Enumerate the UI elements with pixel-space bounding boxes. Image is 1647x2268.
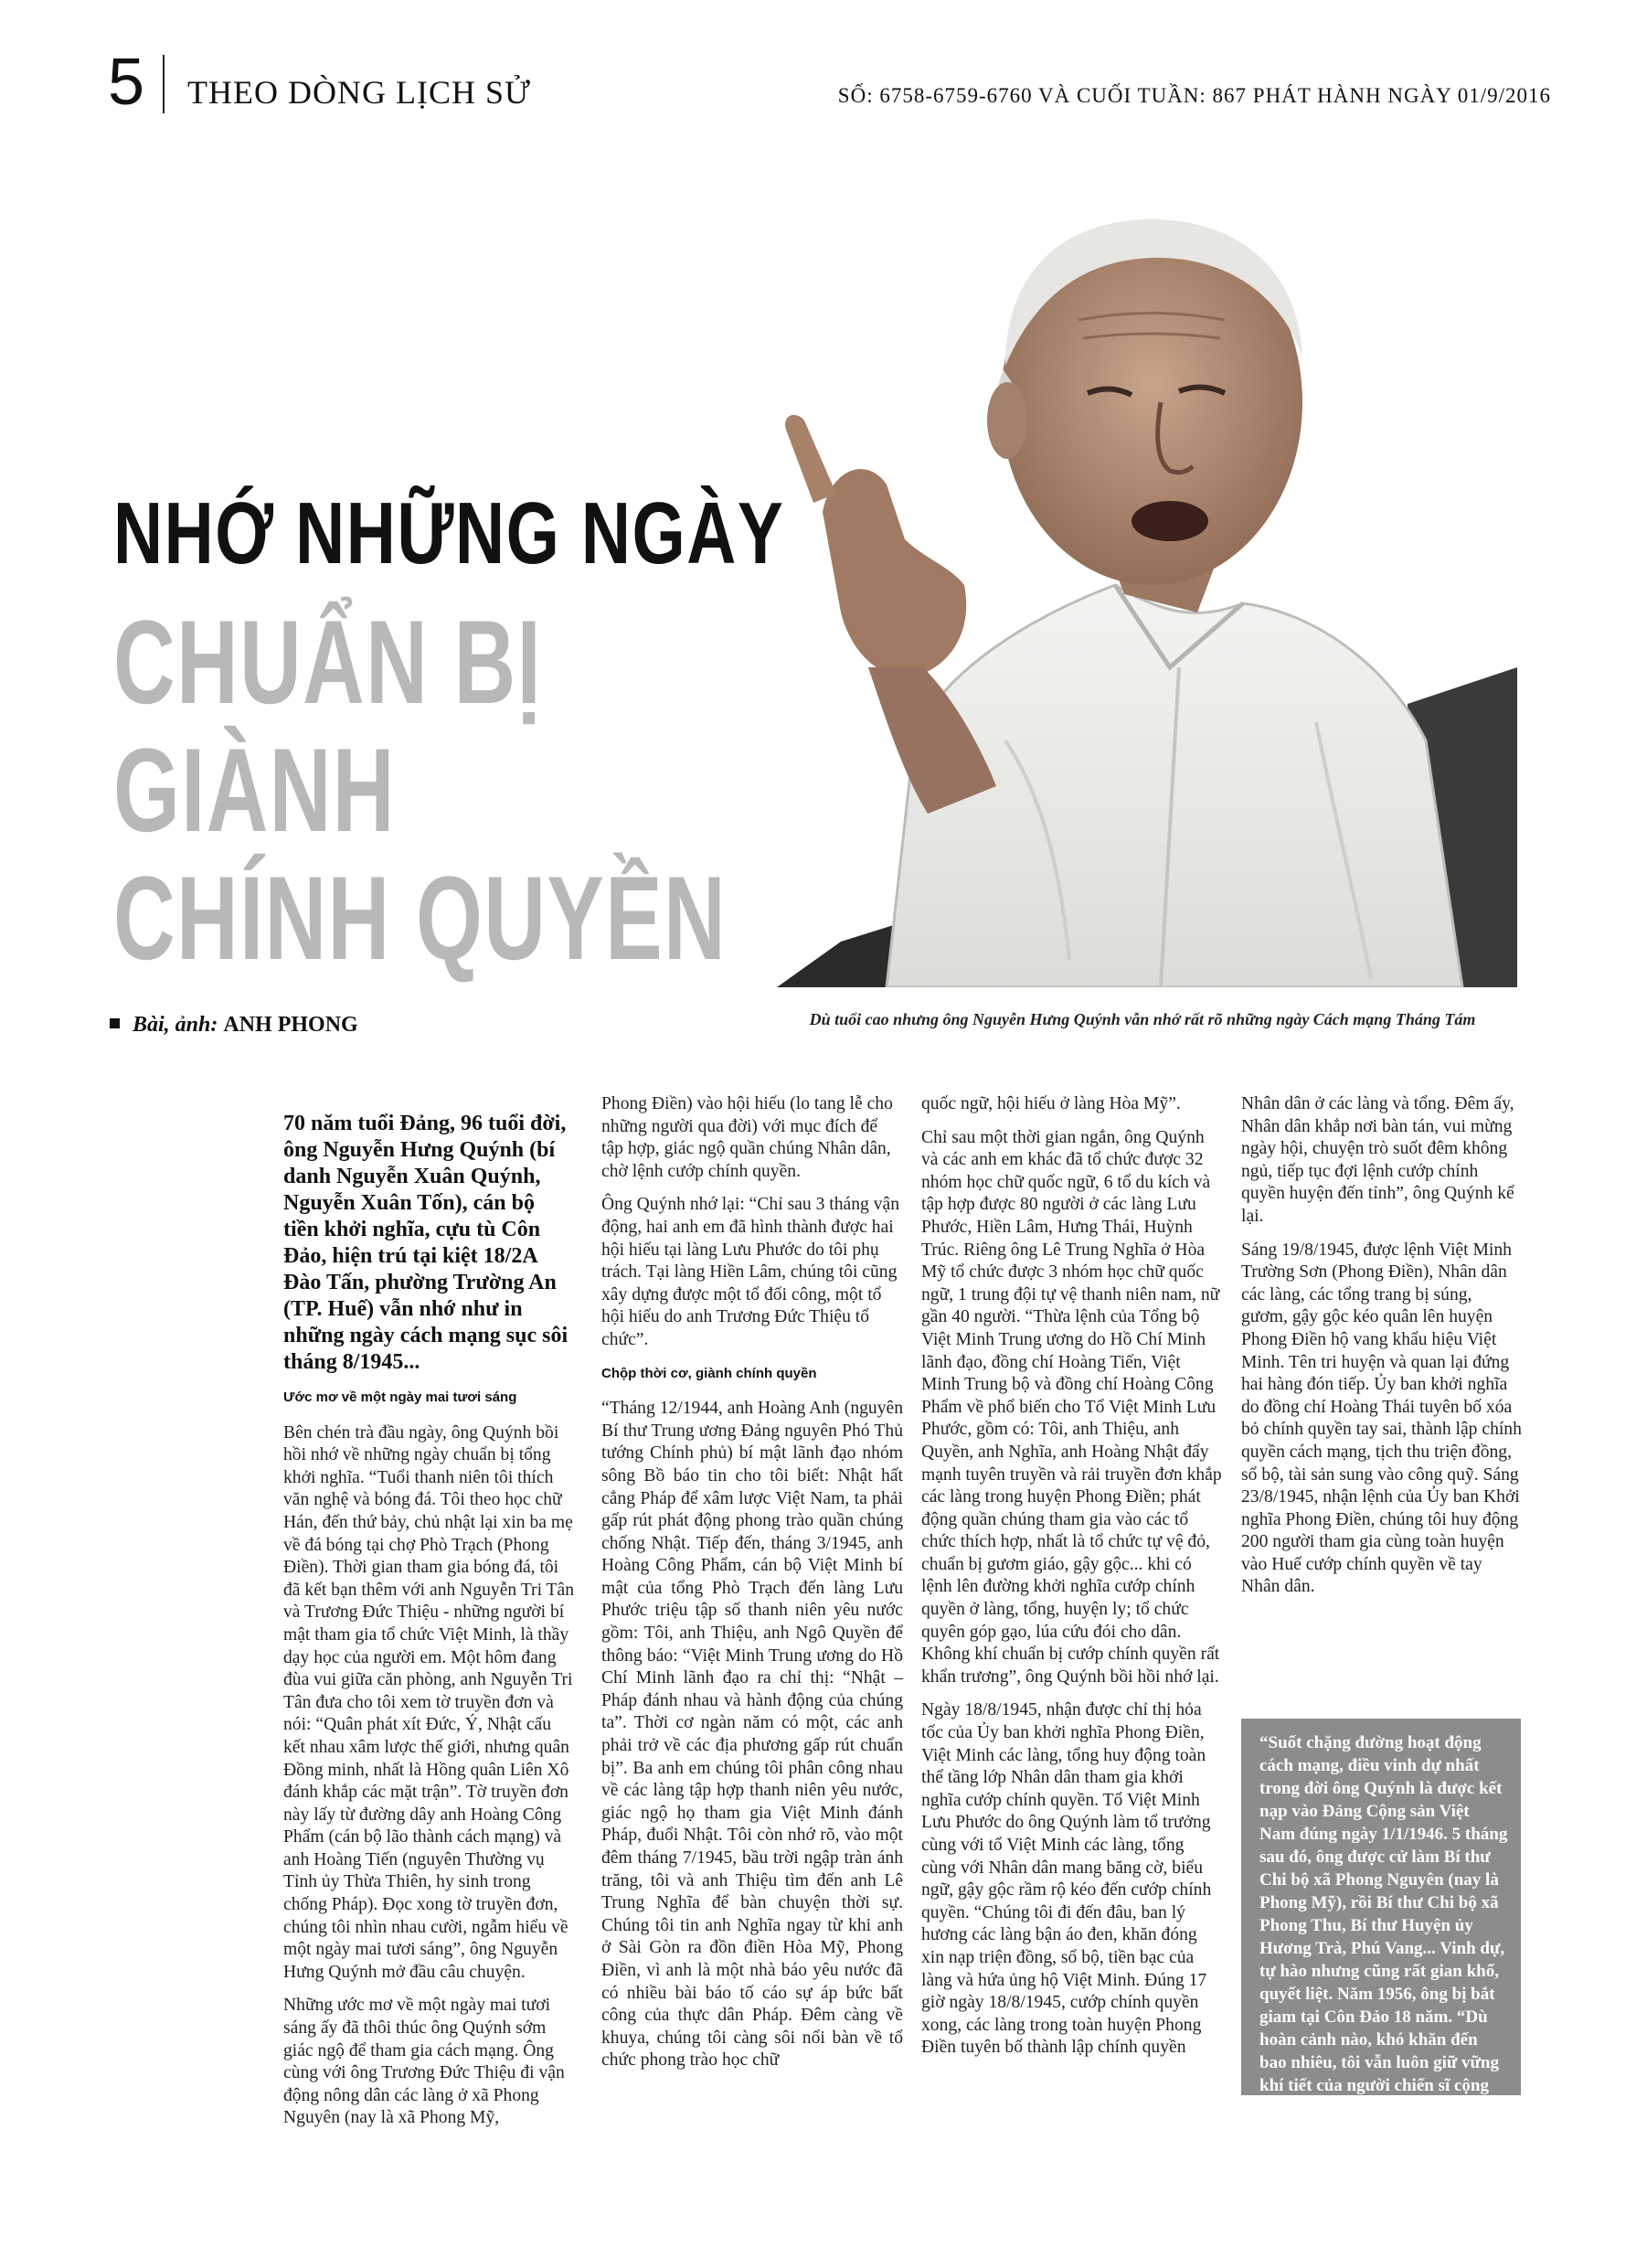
article-column-2 (601, 1093, 903, 2083)
headline-line-4: CHÍNH QUYỀN (113, 851, 728, 985)
paragraph: Phong Điền) vào hội hiếu (lo tang lễ cho những người qua đời) với mục đích để tập hợp, giác ngộ quần chúng Nhân dân, chờ lệnh cướp chính quyền. (601, 1094, 893, 1181)
section-title: THEO DÒNG LỊCH SỬ (187, 74, 531, 111)
byline-label: Bài, ảnh: (133, 1013, 218, 1037)
pull-quote-box (1241, 1719, 1521, 2141)
subhead-2: Chộp thời cơ, giành chính quyền (601, 1365, 817, 1381)
article-column-1 (283, 1111, 574, 2141)
header-divider (163, 55, 165, 113)
article-column-3 (921, 1093, 1223, 2071)
article-lead: 70 năm tuổi Đảng, 96 tuổi đời, ông Nguyễn Hưng Quýnh (bí danh Nguyễn Xuân Quýnh, Nguyễn Xuân Tốn), cán bộ tiền khởi nghĩa, cựu tù Côn Đảo, hiện trú tại kiệt 18/2A Đào Tấn, phường Trường An (TP. Huế) vẫn nhớ như in những ngày cách mạng sục sôi tháng 8/1945... (283, 1112, 568, 1374)
paragraph: Ngày 18/8/1945, nhận được chỉ thị hỏa tốc của Ủy ban khởi nghĩa Phong Điền, Việt Minh các làng, tổng huy động toàn thể tầng lớp Nhân dân tham gia khởi nghĩa cướp chính quyền. Tổ Việt Minh Lưu Phước do ông Quýnh làm tổ trưởng cùng với tổ Việt Minh các làng, tổng cùng với Nhân dân mang băng cờ, biểu ngữ, gậy gộc rầm rộ kéo đến cướp chính quyền. “Chúng tôi đi đến đâu, ban lý hương các làng bận áo đen, khăn đóng xin nạp triện đồng, sổ bộ, tiền bạc của làng và hứa ủng hộ Việt Minh. Đúng 17 giờ ngày 18/8/1945, cướp chính quyền xong, các làng trong toàn huyện Phong Điền tuyên bố thành lập chính quyền (921, 1700, 1212, 2058)
paragraph: Những ước mơ về một ngày mai tươi sáng ấy đã thôi thúc ông Quýnh sớm giác ngộ để tham gia cách mạng. Ông cùng với ông Trương Đức Thiệu đi vận động nông dân các làng ở xã Phong Nguyên (nay là xã Phong Mỹ, (283, 1996, 565, 2128)
article-column-4 (1241, 1093, 1523, 1610)
paragraph: Chỉ sau một thời gian ngắn, ông Quýnh và các anh em khác đã tổ chức được 32 nhóm học chữ quốc ngữ, 6 tổ du kích và tập hợp được 80 người ở các làng Lưu Phước, Hiền Lâm, Hưng Thái, Huỳnh Trúc. Riêng ông Lê Trung Nghĩa ở Hòa Mỹ tổ chức được 3 nhóm học chữ quốc ngữ, 1 trung đội tự vệ thanh niên nam, nữ gần 40 người. “Thừa lệnh của Tổng bộ Việt Minh Trung ương do Hồ Chí Minh lãnh đạo, đồng chí Hoàng Tiến, Việt Minh Trung bộ và đồng chí Hoàng Công Phẩm về phổ biến cho Tổ Việt Minh Lưu Phước, gồm có: Tôi, anh Thiệu, anh Quyền, anh Nghĩa, anh Hoàng Nhật đẩy mạnh tuyên truyền và rải truyền đơn khắp các làng trong huyện Phong Điền; phát động quần chúng tham gia vào các tổ chức thích hợp, nhất là tổ chức tự vệ đỏ, chuẩn bị gươm giáo, gậy gộc... khi có lệnh lên đường khởi nghĩa cướp chính quyền ở làng, tổng, huyện ly; tổ chức quyên góp gạo, lúa cứu đói cho dân. Không khí chuẩn bị cướp chính quyền rất khẩn trương”, ông Quýnh bồi hồi nhớ lại. (921, 1127, 1222, 1687)
page-number: 5 (108, 46, 145, 119)
bullet-square-icon (110, 1018, 120, 1028)
paragraph: Nhân dân ở các làng và tổng. Đêm ấy, Nhân dân khắp nơi bàn tán, vui mừng ngày hội, chuyện trò suốt đêm không ngủ, tiếp tục đợi lệnh cướp chính quyền huyện đến tỉnh”, ông Quýnh kể lại. (1241, 1094, 1514, 1226)
paragraph: “Tháng 12/1944, anh Hoàng Anh (nguyên Bí thư Trung ương Đảng nguyên Phó Thủ tướng Chính phủ) bí mật lãnh đạo nhóm sông Bồ báo tin cho tôi biết: Nhật hất cẳng Pháp để xâm lược Việt Nam, ta phải gấp rút phát động phong trào quần chúng chống Nhật. Tiếp đến, tháng 3/1945, anh Hoàng Công Phẩm, cán bộ Việt Minh bí mật của tổng Phò Trạch đến làng Lưu Phước triệu tập số thanh niên yêu nước gồm: Tôi, anh Thiệu, anh Ngô Quyền để thông báo: “Việt Minh Trung ương do Hồ Chí Minh lãnh đạo ra chỉ thị: “Nhật – Pháp đánh nhau và hành động của chúng ta”. Thời cơ ngàn năm có một, các anh phải trở về các địa phương gấp rút chuẩn bị”. Ba anh em chúng tôi phân công nhau về các làng tập hợp thanh niên yêu nước, giác ngộ họ tham gia Việt Minh đánh Pháp, đuổi Nhật. Tôi còn nhớ rõ, vào một đêm tháng 7/1945, bầu trời ngập tràn ánh trăng, tôi và anh Thiệu tìm đến anh Lê Trung Nghĩa để bàn chuyện thời sự. Chúng tôi tin anh Nghĩa ngay từ khi anh ở Sài Gòn ra đồn điền Hòa Mỹ, Phong Điền, vì anh là một nhà báo yêu nước đã có nhiều bài báo tố cáo sự áp bức bất công của thực dân Pháp. Đêm càng về khuya, chúng tôi càng sôi nổi bàn về tổ chức phong trào học chữ (601, 1399, 903, 2071)
paragraph: quốc ngữ, hội hiếu ở làng Hòa Mỹ”. (921, 1094, 1181, 1113)
paragraph: Sáng 19/8/1945, được lệnh Việt Minh Trường Sơn (Phong Điền), Nhân dân các làng, các tổng trang bị súng, gươm, gậy gộc kéo quân lên huyện Phong Điền hộ vang khẩu hiệu Việt Minh. Tên tri huyện và quan lại đứng hai hàng đón tiếp. Ủy ban khởi nghĩa do đồng chí Hoàng Thái tuyên bố xóa bỏ chính quyền tay sai, thành lập chính quyền cách mạng, tịch thu triện đồng, sổ bộ, tài sản sung vào công quỹ. Sáng 23/8/1945, nhận lệnh của Ủy ban Khởi nghĩa Phong Điền, chúng tôi huy động 200 người tham gia cùng toàn huyện vào Huế cướp chính quyền về tay Nhân dân. (1241, 1240, 1522, 1597)
paragraph: Ông Quýnh nhớ lại: “Chỉ sau 3 tháng vận động, hai anh em đã hình thành được hai hội hiếu tại làng Lưu Phước do tôi phụ trách. Tại làng Hiền Lâm, chúng tôi cũng xây dựng được một tổ đối công, một tổ hội hiếu do anh Trương Đức Thiệu tổ chức”. (601, 1195, 899, 1349)
photo-caption: Dù tuổi cao nhưng ông Nguyễn Hưng Quýnh vẫn nhớ rất rõ những ngày Cách mạng Tháng Tám (809, 1010, 1476, 1028)
pull-quote-text: “Suốt chặng đường hoạt động cách mạng, điều vinh dự nhất trong đời ông Quýnh là được kết nạp vào Đảng Cộng sản Việt Nam đúng ngày 1/1/1946. 5 tháng sau đó, ông được cử làm Bí thư Chi bộ xã Phong Nguyên (nay là Phong Mỹ), rồi Bí thư Chi bộ xã Phong Thu, Bí thư Huyện ủy Hương Trà, Phú Vang... Vinh dự, tự hào nhưng cũng rất gian khổ, quyết liệt. Năm 1956, ông bị bắt giam tại Côn Đảo 18 năm. “Dù hoàn cảnh nào, khó khăn đến bao nhiêu, tôi vẫn luôn giữ vững khí tiết của người chiến sĩ cộng sản...”, ông Nguyễn Hưng Quýnh thổ lộ. (1259, 1733, 1508, 2141)
subhead-1: Ước mơ về một ngày mai tươi sáng (283, 1390, 517, 1405)
headline-line-3: GIÀNH (113, 723, 396, 857)
paragraph: Bên chén trà đầu ngày, ông Quýnh bồi hồi nhớ về những ngày chuẩn bị tổng khởi nghĩa. “Tuổi thanh niên tôi thích văn nghệ và bóng đá. Tôi theo học chữ Hán, đến thứ bảy, chủ nhật lại xin ba mẹ về đá bóng tại chợ Phò Trạch (Phong Điền). Thời gian tham gia bóng đá, tôi đã kết bạn thêm với anh Nguyễn Tri Tân và Trương Đức Thiệu - những người bí mật tham gia tổ chức Việt Minh, là thầy dạy học của người em. Một hôm đang đùa vui giữa căn phòng, anh Nguyễn Tri Tân đưa cho tôi xem tờ truyền đơn và nói: “Quân phát xít Đức, Ý, Nhật cấu kết nhau xâm lược thế giới, nhưng quân Đồng minh, nhất là Hồng quân Liên Xô đánh khắp các mặt trận”. Tờ truyền đơn này lấy từ đường dây anh Hoàng Công Phẩm (cán bộ lão thành cách mạng) và anh Hoàng Tiến (nguyên Thường vụ Tỉnh ủy Thừa Thiên, hy sinh trong chống Pháp). Đọc xong tờ truyền đơn, chúng tôi nhìn nhau cười, ngẫm hiểu về một ngày mai tươi sáng”, ông Nguyễn Hưng Quýnh mở đầu câu chuyện. (283, 1422, 575, 1982)
headline-line-2: CHUẨN BỊ (113, 595, 543, 729)
byline (110, 1013, 358, 1038)
headline-line-1: NHỚ NHỮNG NGÀY (113, 484, 785, 582)
portrait-photo (768, 155, 1517, 987)
issue-info: SỐ: 6758-6759-6760 VÀ CUỐI TUẦN: 867 PHÁT HÀNH NGÀY 01/9/2016 (837, 84, 1551, 107)
byline-author: ANH PHONG (223, 1013, 358, 1037)
